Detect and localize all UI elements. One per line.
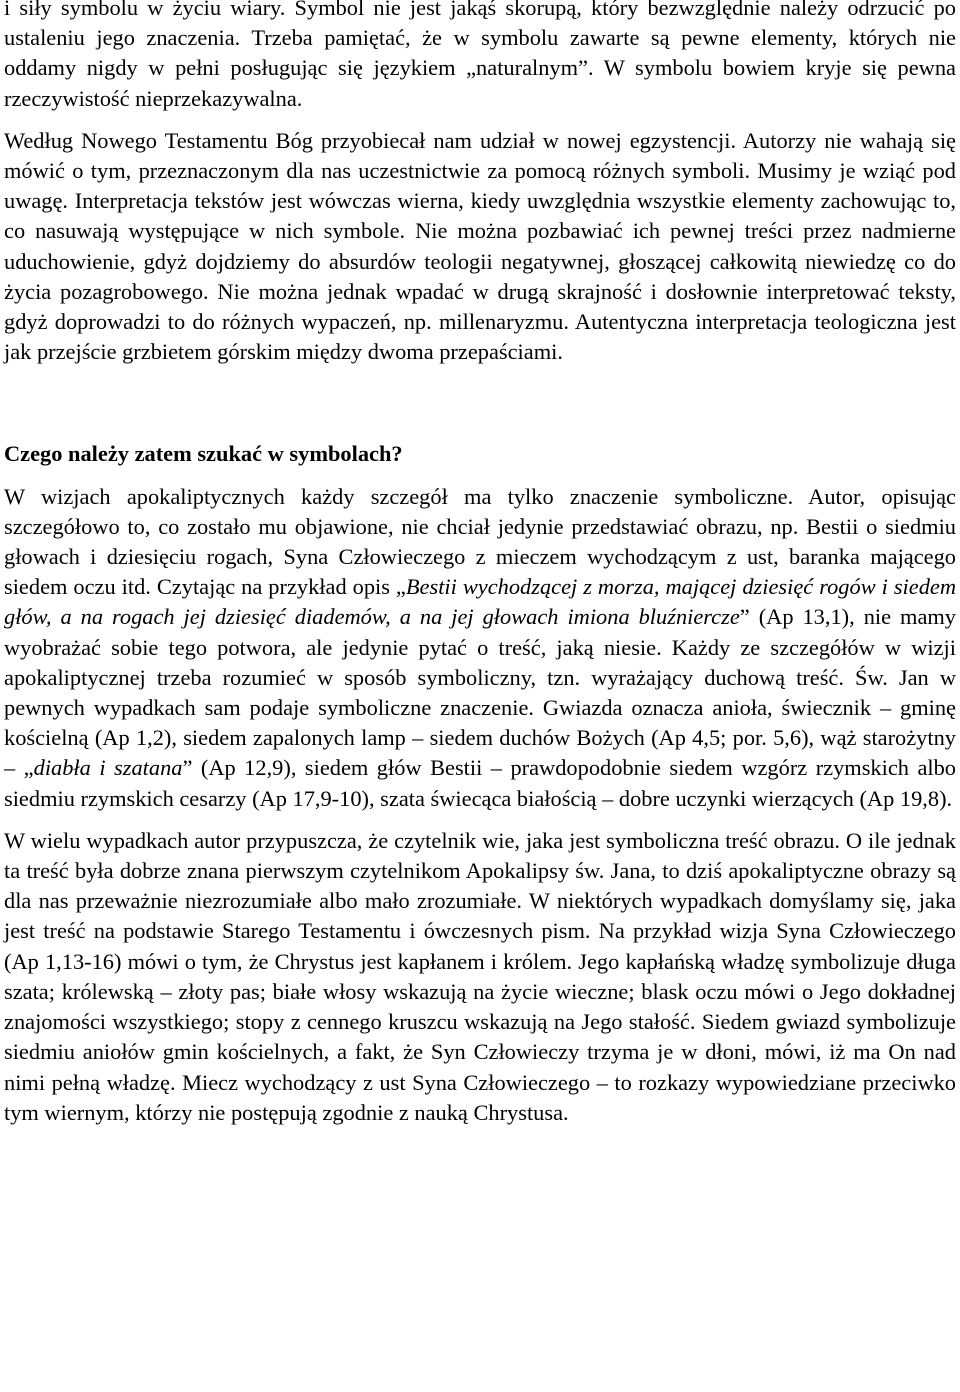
paragraph-2: Według Nowego Testamentu Bóg przyobiecał nam udział w nowej egzystencji. Autorzy nie wahają się mówić o tym, przeznaczonym dla nas uczestnictwie za pomocą różnych symboli. Musimy je wziąć pod uwagę. Interpretacja tekstów jest wówczas wierna, kiedy uwzględnia wszystkie elementy zachowując to, co nasuwają występujące w nich symbole. Nie można pozbawiać ich pewnej treści przez nadmierne uduchowienie, gdyż dojdziemy do absurdów teologii negatywnej, głoszącej całkowitą niewiedzę co do życia pozagrobowego. Nie można jednak wpadać w drugą skrajność i dosłownie interpretować teksty, gdyż doprowadzi to do różnych wypaczeń, np. millenaryzmu. Autentyczna interpretacja teologiczna jest jak przejście grzbietem górskim między dwoma przepaściami. [4, 127, 956, 365]
paragraph-3-quote-2: diabła i szatana [33, 755, 183, 781]
paragraph-4: W wielu wypadkach autor przypuszcza, że czytelnik wie, jaka jest symboliczna treść obrazu. O ile jednak ta treść była dobrze znana pierwszym czytelnikom Apokalipsy św. Jana, to dziś apokaliptyczne obrazy są dla nas przeważnie niezrozumiałe albo mało zrozumiałe. W niektórych wypadkach domyślamy się, jaka jest treść na podstawie Starego Testamentu i ówczesnych pism. Na przykład wizja Syna Człowieczego (Ap 1,13-16) mówi o tym, że Chrystus jest kapłanem i królem. Jego kapłańską władzę symbolizuje długa szata; królewską – złoty pas; białe włosy wskazują na życie wieczne; blask oczu mówi o Jego dokładnej znajomości wszystkiego; stopy z cennego kruszcu wskazują na Jego stałość. Siedem gwiazd symbolizuje siedmiu aniołów gmin kościelnych, a fakt, że Syn Człowieczy trzyma je w dłoni, mówi, iż ma On nad nimi pełną władzę. Miecz wychodzący z ust Syna Człowieczego – to rozkazy wypowiedziane przeciwko tym wiernym, którzy nie postępują zgodnie z nauką Chrystusa. [4, 827, 956, 1125]
section-heading: Czego należy zatem szukać w symbolach? [4, 441, 403, 467]
paragraph-3-part-2: ” (Ap 13,1), nie mamy wyobrażać sobie tego potwora, ale jedynie pytać o treść, jaką niesie. Każdy ze szczegółów w wizji apokaliptycznej trzeba rozumieć w sposób symboliczny, tzn. wyrażający duchową treść. Św. Jan w pewnych wypadkach sam podaje symboliczne znaczenie. Gwiazda oznacza anioła, świecznik – gminę kościelną (Ap 1,2), siedem zapalonych lamp – siedem duchów Bożych (Ap 4,5; por. 5,6), wąż starożytny – „ [4, 604, 956, 781]
paragraph-3-part-3: ” (Ap 12,9), siedem głów Bestii – prawdopodobnie siedem wzgórz rzymskich albo siedmiu rzymskich cesarzy (Ap 17,9-10), szata świecąca białością – dobre uczynki wierzących (Ap 19,8). [4, 755, 956, 811]
document-page [4, 0, 956, 1128]
paragraph-3 [4, 482, 956, 814]
paragraph-3-part-1: W wizjach apokaliptycznych każdy szczegół ma tylko znaczenie symboliczne. Autor, opisując szczegółowo to, co zostało mu objawione, nie chciał jedynie przedstawiać obrazu, np. Bestii o siedmiu głowach i dziesięciu rogach, Syna Człowieczego z mieczem wychodzącym z ust, baranka mającego siedem oczu itd. Czytając na przykład opis „ [4, 483, 956, 600]
paragraph-1: i siły symbolu w życiu wiary. Symbol nie jest jakąś skorupą, który bezwzględnie należy odrzucić po ustaleniu jego znaczenia. Trzeba pamiętać, że w symbolu zawarte są pewne elementy, których nie oddamy nigdy w pełni posługując się językiem „naturalnym”. W symbolu bowiem kryje się pewna rzeczywistość nieprzekazywalna. [4, 0, 956, 111]
paragraph-3-quote-1: Bestii wychodzącej z morza, mającej dziesięć rogów i siedem głów, a na rogach jej dziesięć diademów, a na jej głowach imiona bluźniercze [4, 574, 956, 630]
